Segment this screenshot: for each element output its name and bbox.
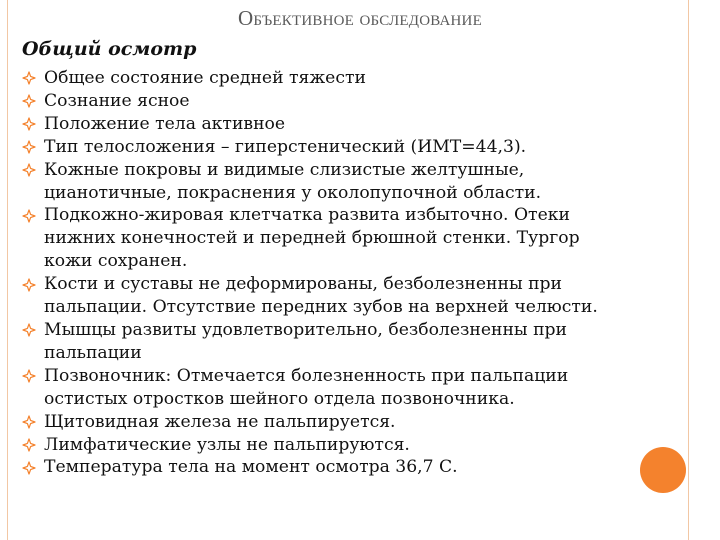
list-item — [22, 365, 687, 411]
list-item-text — [44, 204, 687, 273]
bullet-star-icon — [22, 365, 44, 388]
list-item-text — [44, 365, 687, 411]
list-item-line: пальпации. Отсутствие передних зубов на верхней челюсти. — [44, 297, 598, 318]
bullet-star-icon — [22, 113, 44, 136]
list-item-line: Кости и суставы не деформированы, безболезненны при — [44, 274, 563, 295]
list-item-line: Сознание ясное — [44, 90, 190, 111]
list-item-line: Щитовидная железа не пальпируется. — [44, 411, 396, 432]
list-item-text — [44, 434, 687, 457]
bullet-star-icon — [22, 204, 44, 227]
bullet-star-icon — [22, 67, 44, 90]
list-item — [22, 273, 687, 319]
list-item-text — [44, 456, 687, 479]
list-item — [22, 136, 687, 159]
slide-title: Объективное обследование — [238, 6, 482, 30]
bullet-star-icon — [22, 90, 44, 113]
list-item-line: Общее состояние средней тяжести — [44, 68, 366, 88]
list-item-text — [44, 67, 687, 90]
bullet-star-icon — [22, 456, 44, 479]
list-item-line: Позвоночник: Отмечается болезненность при пальпации — [44, 365, 569, 386]
section-subtitle: Общий осмотр — [22, 38, 197, 60]
list-item-line: Тип телосложения – гиперстенический (ИМТ=44,3). — [44, 136, 527, 157]
list-item — [22, 90, 687, 113]
list-item-line: Лимфатические узлы не пальпируются. — [44, 434, 410, 455]
list-item-line: цианотичные, покраснения у околопупочной области. — [44, 182, 542, 203]
list-item-line: нижних конечностей и передней брюшной стенки. Тургор — [44, 228, 580, 249]
list-item-line: Мышцы развиты удовлетворительно, безболезненны при — [44, 319, 567, 340]
list-item — [22, 434, 687, 457]
bullet-star-icon — [22, 434, 44, 457]
list-item-line: Подкожно-жировая клетчатка развита избыточно. Отеки — [44, 205, 570, 226]
bullet-star-icon — [22, 273, 44, 296]
bullet-star-icon — [22, 136, 44, 159]
findings-list — [22, 67, 687, 479]
list-item-line: Температура тела на момент осмотра 36,7 С. — [44, 457, 458, 478]
frame-right-line — [688, 0, 689, 540]
list-item-text — [44, 411, 687, 434]
frame-left-line — [7, 0, 8, 540]
bullet-star-icon — [22, 411, 44, 434]
list-item-text — [44, 90, 687, 113]
decorative-circle — [640, 447, 686, 493]
list-item — [22, 67, 687, 90]
list-item — [22, 159, 687, 205]
list-item-line: Кожные покровы и видимые слизистые желтушные, — [44, 159, 525, 180]
list-item-line: кожи сохранен. — [44, 251, 188, 272]
list-item-line: пальпации — [44, 342, 142, 363]
list-item — [22, 204, 687, 273]
list-item-line: Положение тела активное — [44, 113, 286, 134]
list-item — [22, 411, 687, 434]
bullet-star-icon — [22, 319, 44, 342]
list-item — [22, 113, 687, 136]
list-item — [22, 456, 687, 479]
list-item-text — [44, 319, 687, 365]
list-item-text — [44, 273, 687, 319]
list-item — [22, 319, 687, 365]
list-item-text — [44, 113, 687, 136]
bullet-star-icon — [22, 159, 44, 182]
list-item-text — [44, 136, 687, 159]
list-item-line: остистых отростков шейного отдела позвоночника. — [44, 388, 515, 409]
list-item-text — [44, 159, 687, 205]
